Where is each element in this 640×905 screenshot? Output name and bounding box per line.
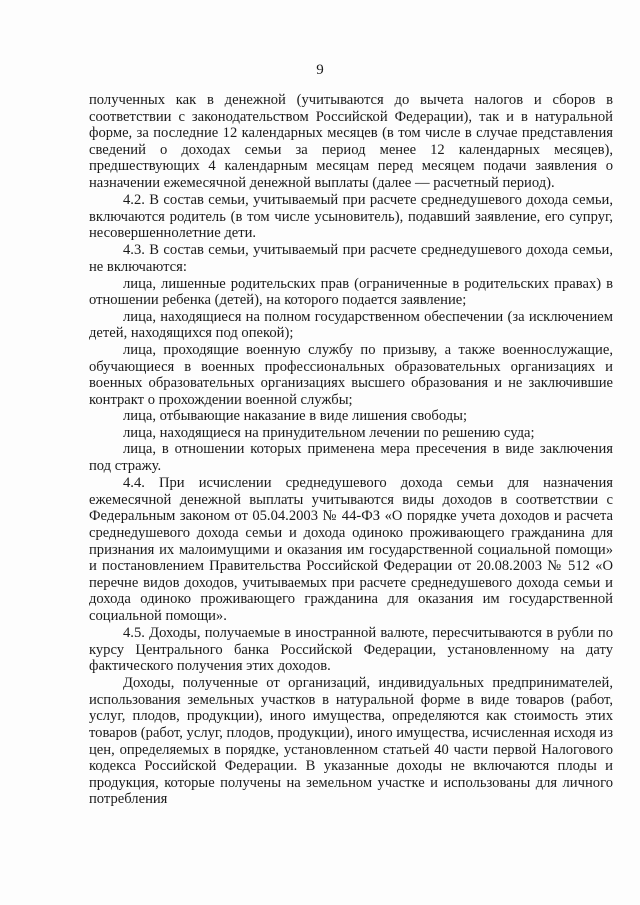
paragraph-4-4: 4.4. При исчислении среднедушевого дохода семьи для назначения ежемесячной денежной выплаты учитываются виды доходов в соответствии с Федеральным законом от 05.04.2003 № 44-ФЗ «О порядке учета доходов и расчета среднедушевого дохода семьи и дохода одиноко проживающего гражданина для признания их малоимущими и оказания им государственной социальной помощи» и постановлением Правительства Российской Федерации от 20.08.2003 № 512 «О перечне видов доходов, учитываемых при расчете среднедушевого дохода семьи и дохода одиноко проживающего гражданина для оказания им государственной социальной помощи». [89,475,613,624]
list-item-detention: лица, в отношении которых применена мера пресечения в виде заключения под стражу. [89,441,613,475]
paragraph-in-kind-income: Доходы, полученные от организаций, индивидуальных предпринимателей, использования земельных участков в натуральной форме в виде товаров (работ, услуг, плодов, продукции), иного имущества, определяются как стоимость этих товаров (работ, услуг, плодов, продукции), иного имущества, исчисленная исходя из цен, определяемых в порядке, установленном статьей 40 части первой Налогового кодекса Российской Федерации. В указанные доходы не включаются плоды и продукция, которые получены на земельном участке и использованы для личного потребления [89,675,613,808]
paragraph-4-2: 4.2. В состав семьи, учитываемый при расчете среднедушевого дохода семьи, включаются родитель (в том числе усыновитель), подавший заявление, его супруг, несовершеннолетние дети. [89,192,613,242]
paragraph-4-3: 4.3. В состав семьи, учитываемый при расчете среднедушевого дохода семьи, не включаются: [89,242,613,275]
paragraph-income-period: полученных как в денежной (учитываются до вычета налогов и сборов в соответствии с законодательством Российской Федерации), так и в натуральной форме, за последние 12 календарных месяцев (в том числе в случае представления сведений о доходах семьи за период менее 12 календарных месяцев), предшествующих 4 календарным месяцам перед месяцем подачи заявления о назначении ежемесячной денежной выплаты (далее — расчетный период). [89,92,613,191]
paragraph-4-5: 4.5. Доходы, получаемые в иностранной валюте, пересчитываются в рубли по курсу Центрального банка Российской Федерации, установленному на дату фактического получения этих доходов. [89,625,613,675]
document-body [89,92,613,808]
list-item-imprisoned: лица, отбывающие наказание в виде лишения свободы; [123,408,467,425]
page-number: 9 [316,62,324,78]
list-item-forced-treatment: лица, находящиеся на принудительном лечении по решению суда; [123,424,535,441]
list-item-state-support: лица, находящиеся на полном государственном обеспечении (за исключением детей, находящихся под опекой); [89,308,613,342]
list-item-military: лица, проходящие военную службу по призыву, а также военнослужащие, обучающиеся в военных профессиональных образовательных организациях и военных образовательных организациях высшего образования и не заключившие контракт о прохождении военной службы; [89,341,613,408]
list-item-deprived-parents: лица, лишенные родительских прав (ограниченные в родительских правах) в отношении ребенка (детей), на которого подается заявление; [89,275,613,309]
